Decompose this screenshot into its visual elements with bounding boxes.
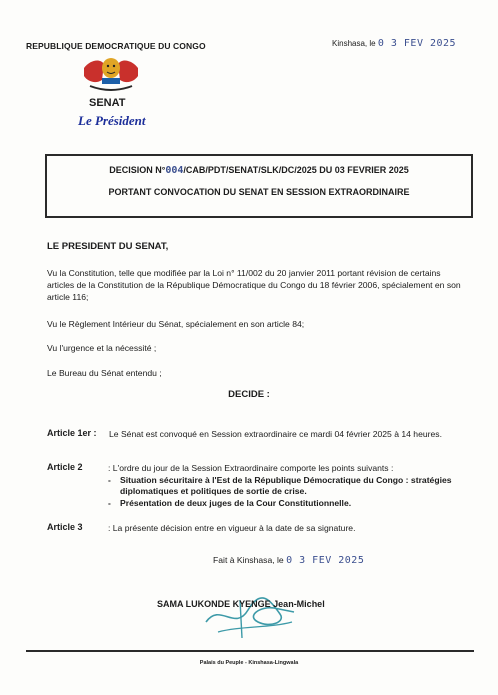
- signing-date-stamp: 0 3 FEV 2025: [286, 555, 365, 566]
- decision-suffix: /CAB/PDT/SENAT/SLK/DC/2025 DU 03 FEVRIER 2025: [183, 165, 409, 175]
- visa-urgence: Vu l'urgence et la nécessité ;: [47, 343, 157, 353]
- article-2-point-1: Situation sécuritaire à l'Est de la République Démocratique du Congo : stratégies diplomatiques et politiques de sortie de crise.: [120, 475, 452, 496]
- president-title: Le Président: [78, 113, 146, 128]
- date-stamp: 0 3 FEV 2025: [377, 38, 457, 49]
- visa-reglement: Vu le Règlement Intérieur du Sénat, spécialement en son article 84;: [47, 319, 305, 329]
- footer-divider: [26, 650, 474, 652]
- bullet-dash: -: [108, 475, 111, 485]
- place-label: Kinshasa, le: [332, 39, 376, 48]
- article-1-label: Article 1er :: [47, 428, 97, 438]
- decide-heading: DECIDE :: [228, 389, 270, 400]
- decision-subject: PORTANT CONVOCATION DU SENAT EN SESSION EXTRAORDINAIRE: [108, 187, 410, 197]
- footer-address: Palais du Peuple - Kinshasa-Lingwala: [199, 660, 299, 666]
- coat-of-arms-icon: [80, 54, 142, 94]
- place-date: [332, 38, 456, 49]
- article-3-text: : La présente décision entre en vigueur à la date de sa signature.: [108, 523, 356, 533]
- president-heading: LE PRESIDENT DU SENAT,: [47, 241, 169, 252]
- decision-title-box: [45, 154, 473, 218]
- decision-prefix: DECISION N°: [109, 165, 166, 175]
- visa-constitution: Vu la Constitution, telle que modifiée par la Loi n° 11/002 du 20 janvier 2011 portant révision de certains articles de la Constitution de la République Démocratique du Congo du 18 février 2006, spécialement en son article 116;: [47, 268, 461, 302]
- signer-name: SAMA LUKONDE KYENGE Jean-Michel: [157, 599, 325, 609]
- senat-label: SENAT: [89, 97, 126, 109]
- signing-place-date: [213, 555, 364, 566]
- decision-number: 004: [165, 165, 184, 176]
- article-2-point-2: Présentation de deux juges de la Cour Constitutionnelle.: [120, 498, 352, 508]
- republic-name: REPUBLIQUE DEMOCRATIQUE DU CONGO: [26, 41, 206, 51]
- article-3-label: Article 3: [47, 522, 83, 532]
- article-2-label: Article 2: [47, 462, 83, 472]
- bullet-dash: -: [108, 498, 111, 508]
- article-2-text: : L'ordre du jour de la Session Extraordinaire comporte les points suivants :: [108, 463, 394, 473]
- fait-label: Fait à Kinshasa, le: [213, 555, 284, 565]
- visa-bureau: Le Bureau du Sénat entendu ;: [47, 368, 162, 378]
- article-1-text: Le Sénat est convoqué en Session extraordinaire ce mardi 04 février 2025 à 14 heures.: [109, 429, 442, 439]
- decision-reference: [47, 165, 471, 176]
